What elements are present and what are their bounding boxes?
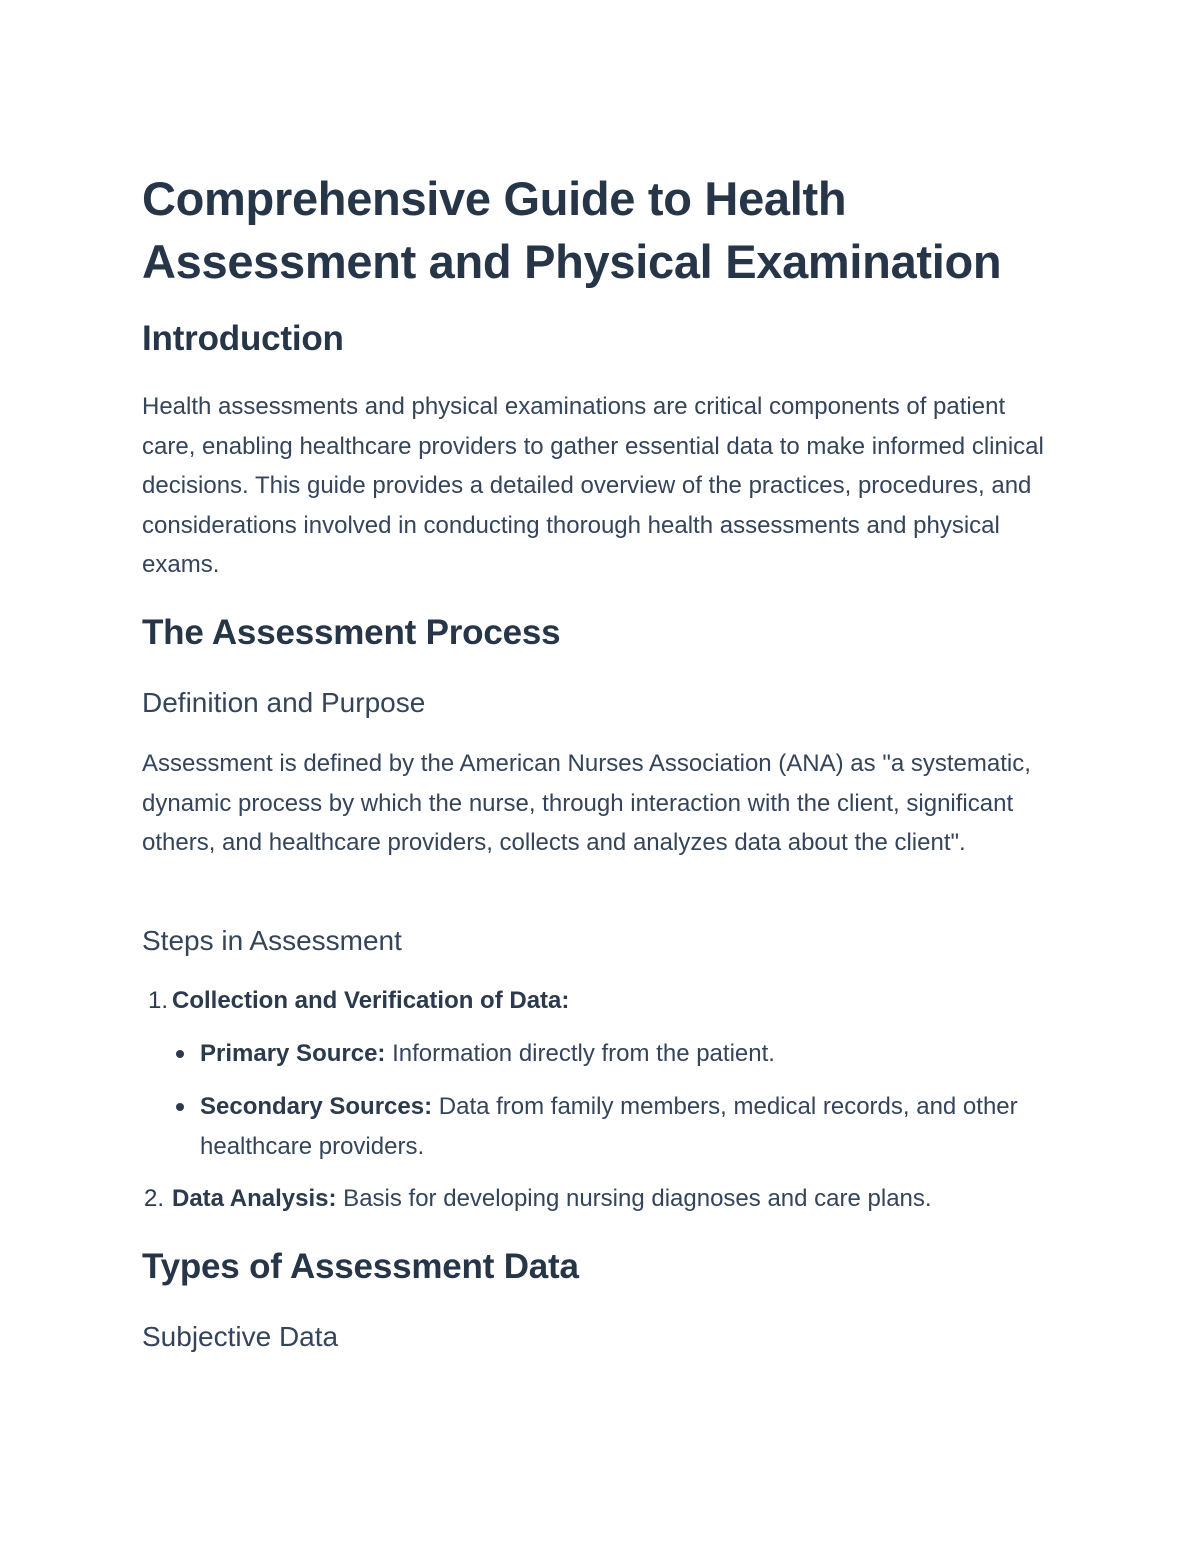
bullet-item-secondary-sources [142,1087,1062,1167]
list-item-collection [142,981,1062,1021]
heading-types-assessment-data: Types of Assessment Data [142,1247,579,1286]
list-item-label: Data Analysis: [172,1185,337,1212]
bullet-item-label: Primary Source: [200,1040,386,1067]
heading-assessment-process: The Assessment Process [142,613,561,652]
heading-introduction: Introduction [142,319,344,358]
bullet-dot-icon [176,1103,184,1111]
introduction-paragraph: Health assessments and physical examinations are critical components of patient care, enabling healthcare providers to gather essential data to make informed clinical decisions. This guide provides a detailed overview of the practices, procedures, and considerations involved in conducting thorough health assessments and physical exams. [142,393,1044,578]
list-number: 2. [144,1185,165,1212]
bullet-dot-icon [176,1050,184,1058]
bullet-item-body: Data from family members, medical records, and other healthcare providers. [200,1093,1018,1160]
definition-paragraph: Assessment is defined by the American Nurses Association (ANA) as "a systematic, dynamic process by which the nurse, through interaction with the client, significant others, and healthcare providers, collects and analyzes data about the client". [142,750,1031,856]
bullet-item-label: Secondary Sources: [200,1093,433,1120]
heading-steps-assessment: Steps in Assessment [142,925,402,956]
list-item-text [172,981,1052,1021]
list-item-body: Basis for developing nursing diagnoses and care plans. [336,1185,932,1212]
heading-subjective-data: Subjective Data [142,1321,339,1352]
list-item-label: Collection and Verification of Data: [172,987,570,1014]
heading-definition-purpose: Definition and Purpose [142,687,426,718]
list-number: 1. [148,987,169,1014]
bullet-item-primary-source [142,1034,1062,1074]
list-item-data-analysis [142,1179,1062,1219]
list-item-text [172,1179,1052,1219]
bullet-item-text [200,1034,1050,1074]
bullet-item-text [200,1087,1020,1166]
bullet-item-body: Information directly from the patient. [385,1040,775,1067]
page-title: Comprehensive Guide to Health Assessment and Physical Examination [142,172,1002,288]
